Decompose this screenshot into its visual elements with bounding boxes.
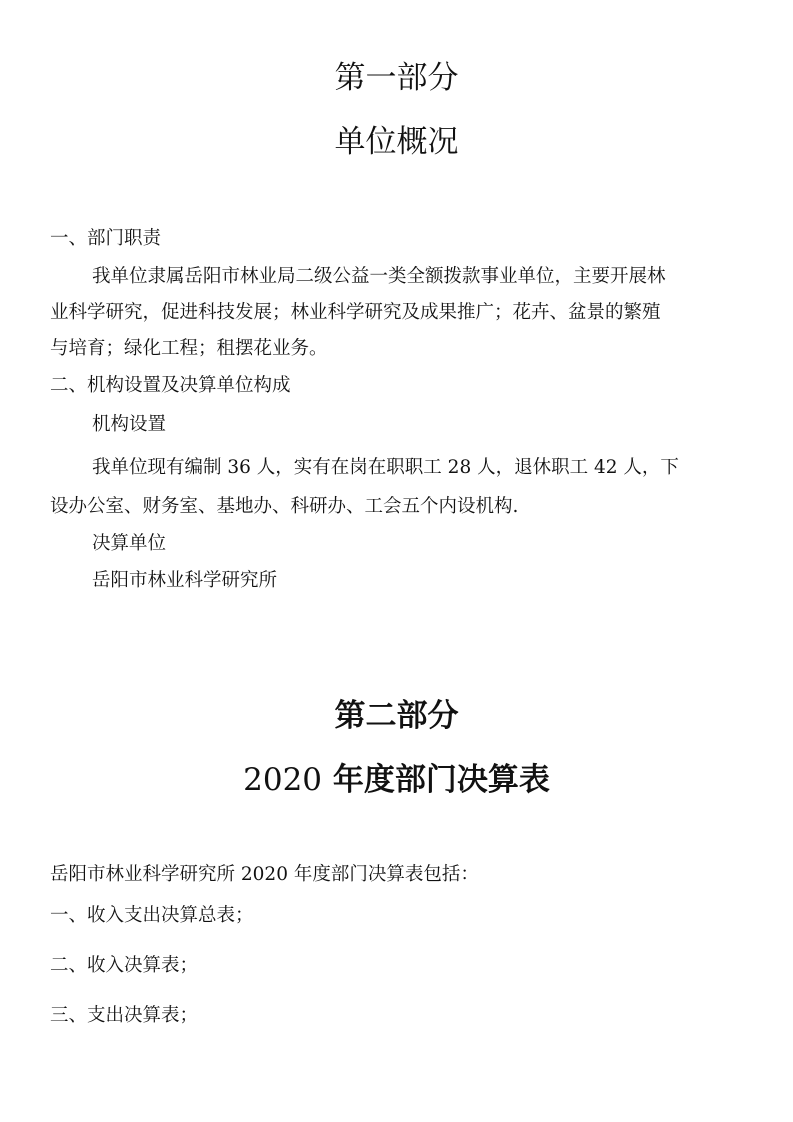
list-item-3: 三、支出决算表； [50,1005,199,1026]
list-item-1: 一、收入支出决算总表； [50,905,254,926]
list-item-2: 二、收入决算表； [50,955,199,976]
part2-title-text: 年度部门决算表 [332,762,550,798]
unit-subheading: 决算单位 [92,533,167,554]
duty-line-3: 与培育；绿化工程；租摆花业务。 [50,338,328,359]
part2-title-year: 2020 [243,762,323,798]
org-line-2: 设办公室、财务室、基地办、科研办、工会五个内设机构. [50,496,519,517]
part2-title [0,760,793,800]
section1-heading: 一、部门职责 [50,228,162,249]
duty-line-2: 业科学研究，促进科技发展；林业科学研究及成果推广；花卉、盆景的繁殖 [50,302,661,323]
part2-heading: 第二部分 [334,698,459,734]
part1-title: 单位概况 [334,124,459,160]
duty-line-1: 我单位隶属岳阳市林业局二级公益一类全额拨款事业单位，主要开展林 [92,266,666,287]
unit-name: 岳阳市林业科学研究所 [92,570,278,591]
section2-heading: 二、机构设置及决算单位构成 [50,375,291,396]
part1-heading: 第一部分 [334,60,459,96]
org-line-1: 我单位现有编制 36 人，实有在岗在职职工 28 人，退休职工 42 人，下 [92,457,679,478]
org-subheading: 机构设置 [92,414,167,435]
part2-intro: 岳阳市林业科学研究所 2020 年度部门决算表包括： [50,864,479,885]
